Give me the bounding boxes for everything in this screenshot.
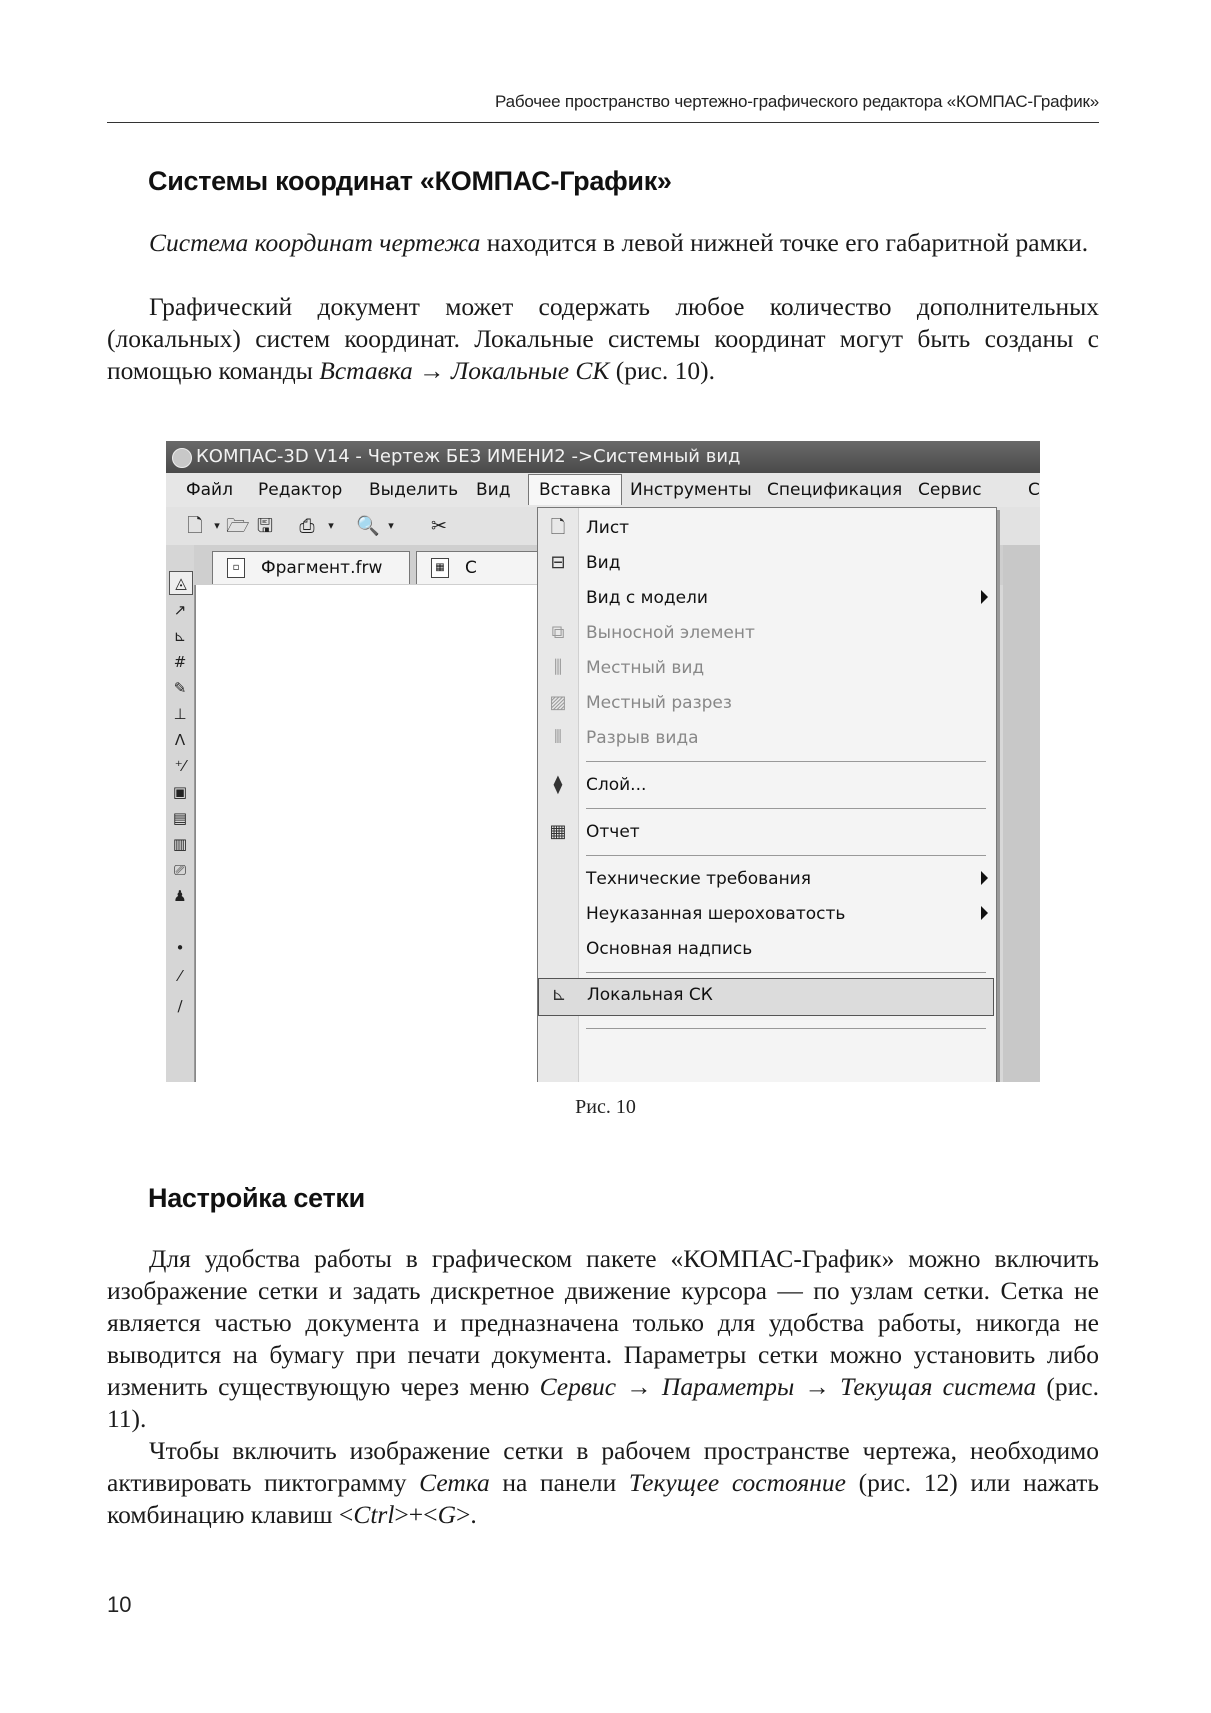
menu-select[interactable]: Выделить (369, 480, 459, 500)
paragraph-text: Чтобы включить изображение сетки в рабочем пространстве чертежа, необходимо активировать пиктограмму (107, 1436, 1099, 1497)
menu-item-label: Вид с модели (586, 588, 708, 608)
running-header (107, 88, 1099, 123)
parametrization-icon[interactable]: ⊥ (173, 705, 187, 723)
paragraph-text: >+< (394, 1500, 438, 1529)
cut-icon[interactable]: ✂ (431, 515, 447, 537)
chevron-down-icon[interactable]: ▾ (214, 519, 220, 532)
save-icon[interactable]: 🖫 (256, 515, 274, 537)
insert-menu-dropdown (537, 507, 997, 1082)
menu-item-local-cs[interactable] (538, 978, 994, 1016)
submenu-arrow-icon (981, 871, 988, 885)
print-icon[interactable]: ⎙ (299, 515, 315, 537)
menu-bar (166, 473, 1040, 508)
paragraph-text: Графический документ может содержать любое количество дополнительных (локальных) систем координат. Локальные системы координат могут быть созданы с помощью команды (107, 292, 1099, 385)
menu-service[interactable]: Сервис (918, 480, 982, 500)
associative-view-icon[interactable]: ▣ (172, 783, 188, 801)
italic-term: Сетка (419, 1468, 490, 1497)
local-view-icon: ⫼ (553, 657, 563, 678)
menu-separator (586, 808, 986, 809)
menu-item-label: Технические требования (586, 869, 811, 889)
menu-separator (586, 855, 986, 856)
paragraph-text: Для удобства работы в графическом пакете «КОМПАС-График» можно включить изображение сетки и задать дискретное движение курсора — по узлам сетки. Сетка не является частью документа и предназначена только для удобства работы, никогда не выводится на бумагу при печати документа. Параметры сетки можно установить либо изменить существующую через меню (107, 1244, 1099, 1401)
italic-term: Система координат чертежа (149, 228, 481, 257)
notation-icon[interactable]: ⊾ (173, 627, 187, 645)
paragraph-grid-enable (107, 1435, 1099, 1531)
man-icon[interactable]: ♟ (173, 887, 187, 905)
curve-icon[interactable]: ∕ (177, 997, 183, 1015)
paragraph-text: (рис. 12) или нажать комбинацию клавиш < (107, 1468, 1100, 1529)
menu-tools[interactable]: Инструменты (630, 480, 752, 500)
menu-separator (586, 972, 986, 973)
menu-item-report[interactable] (538, 816, 994, 850)
local-cs-icon: ⊾ (551, 984, 567, 1005)
reports-icon[interactable]: ▥ (172, 835, 188, 853)
sheet-icon: 🗋 (550, 517, 566, 538)
compact-toolbar (166, 545, 195, 1082)
menu-item-label: Местный вид (586, 658, 705, 678)
spec-icon[interactable]: ▤ (172, 809, 188, 827)
paragraph-text: (рис. 10). (609, 356, 716, 385)
menu-item-unspecified-roughness[interactable] (538, 898, 994, 932)
paragraph-coordinate-origin (107, 227, 1099, 259)
drawing-file-icon: ▦ (431, 558, 449, 578)
tab-fragment-label: Фрагмент.frw (261, 558, 383, 578)
preview-icon[interactable]: 🔍 (356, 515, 380, 537)
section-heading-grid-setup: Настройка сетки (148, 1183, 365, 1213)
running-title: Рабочее пространство чертежно-графического редактора «КОМПАС-График» (495, 92, 1099, 111)
paragraph-text: (рис. 11). (107, 1372, 1099, 1433)
menu-item-view-break (538, 722, 994, 756)
tab-fragment[interactable] (212, 551, 410, 584)
menu-item-title-block[interactable] (538, 933, 994, 967)
menu-item-label: Основная надпись (586, 939, 753, 959)
paragraph-local-systems (107, 291, 1099, 387)
figure-screenshot (166, 441, 1040, 1082)
menu-separator (586, 761, 986, 762)
page-number: 10 (107, 1592, 132, 1617)
window-title: КОМПАС-3D V14 - Чертеж БЕЗ ИМЕНИ2 ->Системный вид (196, 446, 741, 467)
menu-view[interactable]: Вид (476, 480, 511, 500)
italic-key: Ctrl (353, 1500, 395, 1529)
detail-element-icon: ⧉ (551, 622, 565, 643)
geometry-icon[interactable]: ◬ (169, 571, 193, 595)
measure-icon[interactable]: Λ (174, 731, 186, 749)
fragment-file-icon: ▫ (227, 558, 245, 578)
menu-item-label: Лист (586, 518, 630, 538)
layer-icon: ⧫ (553, 774, 563, 795)
edit-icon[interactable]: ✎ (173, 679, 187, 697)
menu-separator (586, 1028, 986, 1029)
new-document-icon[interactable]: 🗋 (187, 515, 203, 537)
menu-item-label: Неуказанная шероховатость (586, 904, 846, 924)
local-section-icon: ▨ (549, 692, 567, 713)
chevron-down-icon[interactable]: ▾ (328, 519, 334, 532)
point-icon[interactable]: • (175, 939, 185, 957)
submenu-arrow-icon (981, 906, 988, 920)
section-heading-coordinate-systems: Системы координат «КОМПАС-График» (148, 166, 672, 196)
view-break-icon: ⦀ (554, 727, 562, 748)
italic-key: G (437, 1500, 456, 1529)
menu-item-label: Слой... (586, 775, 647, 795)
italic-term: Текущее состояние (628, 1468, 846, 1497)
tab-drawing[interactable] (416, 551, 538, 584)
line-icon[interactable]: ⁄ (178, 967, 182, 985)
menu-item-tech-requirements[interactable] (538, 863, 994, 897)
menu-item-sheet[interactable] (538, 512, 994, 546)
menu-item-label: Разрыв вида (586, 728, 699, 748)
menu-item-label: Вид (586, 553, 621, 573)
chevron-down-icon[interactable]: ▾ (388, 519, 394, 532)
menu-item-view[interactable] (538, 547, 994, 581)
menu-item-label: Локальная СК (587, 985, 713, 1005)
menu-specification[interactable]: Спецификация (767, 480, 903, 500)
menu-item-local-view (538, 652, 994, 686)
app-icon (172, 448, 192, 468)
paragraph-text: на панели (489, 1468, 629, 1497)
menu-insert[interactable]: Вставка (528, 474, 622, 505)
paragraph-text: находится в левой нижней точке его габаритной рамки. (480, 228, 1089, 257)
menu-item-view-from-model[interactable] (538, 582, 994, 616)
menu-item-label: Выносной элемент (586, 623, 755, 643)
italic-command: Вставка → Локальные СК (319, 356, 610, 385)
menu-more[interactable]: С (1028, 480, 1040, 500)
paragraph-grid-setup (107, 1243, 1099, 1435)
menu-item-layer[interactable] (538, 769, 994, 803)
menu-file[interactable]: Файл (186, 480, 233, 500)
grid-tool-icon[interactable]: # (173, 653, 187, 671)
dimensions-icon[interactable]: ↗ (173, 601, 187, 619)
menu-item-local-section (538, 687, 994, 721)
insert-fragment-icon[interactable]: ⎚ (173, 861, 186, 879)
figure-caption: Рис. 10 (575, 1096, 636, 1118)
right-panel (1003, 545, 1040, 1082)
view-icon: ⊟ (550, 552, 566, 573)
open-folder-icon[interactable]: 🗁 (226, 515, 250, 537)
menu-item-label: Местный разрез (586, 693, 732, 713)
report-icon: ▦ (549, 821, 567, 842)
paragraph-text: >. (456, 1500, 477, 1529)
submenu-arrow-icon (981, 590, 988, 604)
select-icon[interactable]: ⁺⁄ (174, 757, 186, 775)
menu-editor[interactable]: Редактор (258, 480, 343, 500)
menu-item-detail-element (538, 617, 994, 651)
tab-drawing-label: С (465, 558, 477, 578)
italic-menu-path: Сервис → Параметры → Текущая система (539, 1372, 1037, 1401)
menu-item-label: Отчет (586, 822, 640, 842)
window-titlebar (166, 441, 1040, 473)
